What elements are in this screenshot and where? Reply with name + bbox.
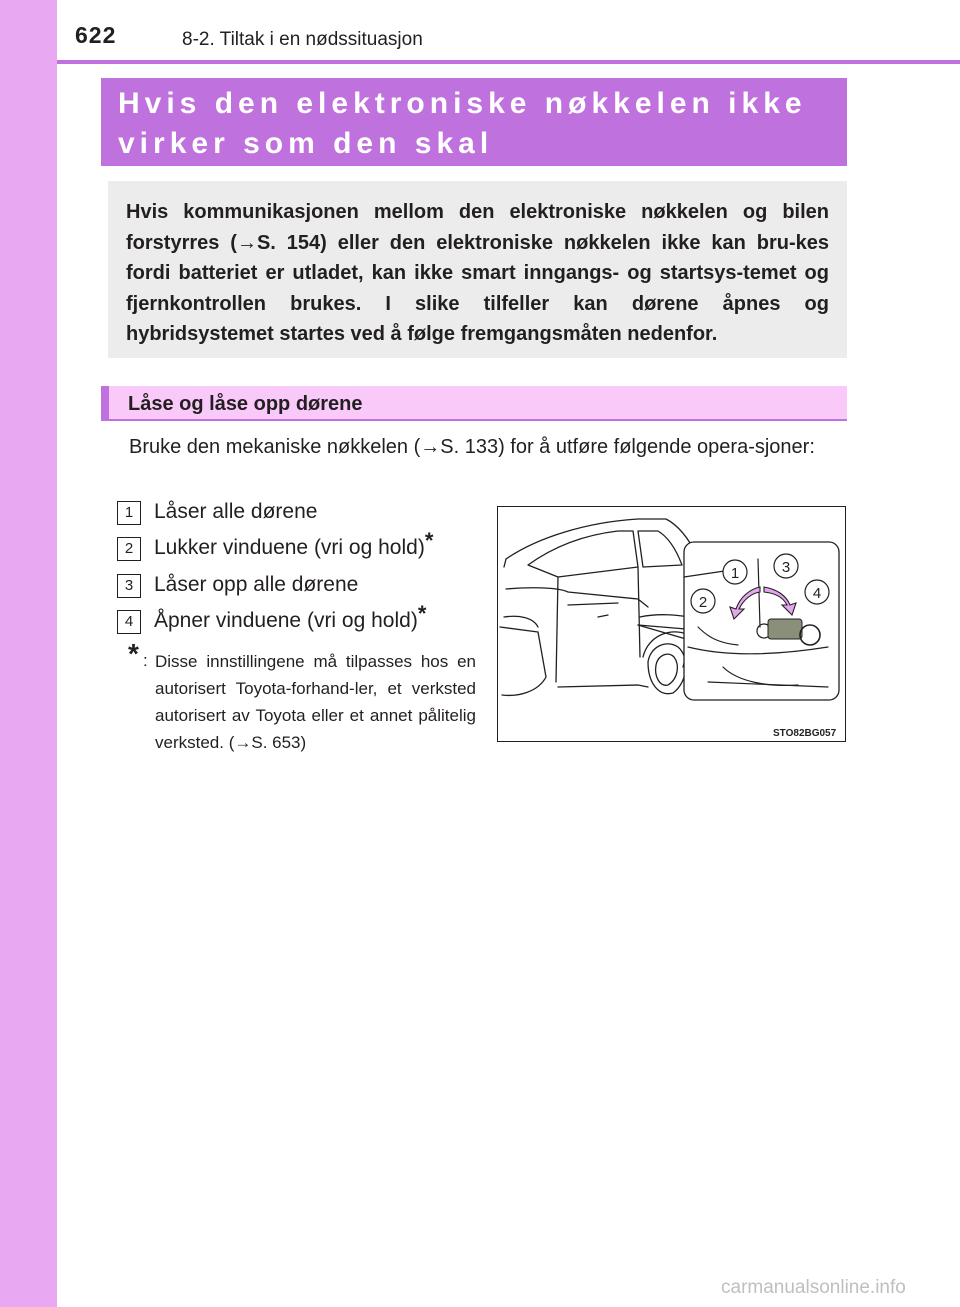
page-number: 622 <box>75 22 117 48</box>
watermark[interactable]: carmanualsonline.info <box>721 1277 906 1298</box>
step-number: 1 <box>117 501 141 525</box>
section-label: 8-2. Tiltak i en nødssituasjon <box>182 29 423 50</box>
sub-heading-bar <box>101 386 109 421</box>
callout-4-label: 4 <box>812 585 822 602</box>
footnote-asterisk: * <box>424 528 434 553</box>
step-label: Låser opp alle dørene <box>154 573 359 596</box>
step-label: Lukker vinduene (vri og hold) <box>154 536 425 559</box>
sub-heading-text: Låse og låse opp dørene <box>128 393 363 415</box>
step-text <box>154 528 434 560</box>
step-text <box>154 573 358 597</box>
step-text <box>154 500 317 524</box>
step-number: 2 <box>117 537 141 561</box>
page-title-line-2: virker som den skal <box>118 127 494 160</box>
intro-text: Hvis kommunikasjonen mellom den elektroniske nøkkelen og bilen forstyrres (→S. 154) eller den elektroniske nøkkelen ikke kan bru-kes fordi batteriet er utladet, kan ikke smart inngangs- og startsys-temet og fjernkontrollen brukes. I slike tilfeller kan dørene åpnes og hybridsystemet startes ved å følge fremgangsmåten nedenfor. <box>126 201 829 345</box>
sub-heading <box>101 386 847 421</box>
body-text: Bruke den mekaniske nøkkelen (→S. 133) for å utføre følgende opera-sjoner: <box>129 436 815 458</box>
page-title-line-1: Hvis den elektroniske nøkkelen ikke <box>118 87 807 120</box>
step-label: Åpner vinduene (vri og hold) <box>154 609 418 632</box>
note-asterisk: * <box>128 638 139 669</box>
car-door-key-illustration <box>497 506 846 742</box>
intro-box <box>108 181 847 358</box>
header-rule <box>57 60 960 64</box>
note-text: Disse innstillingene må tilpasses hos en autorisert Toyota-forhand-ler, et verksted autorisert av Toyota eller et annet pålitelig verksted. (→S. 653) <box>155 652 476 752</box>
step-number: 3 <box>117 574 141 598</box>
key-fob <box>768 619 802 639</box>
step-number: 4 <box>117 610 141 634</box>
note-colon: : <box>143 651 148 670</box>
side-band <box>0 0 57 1307</box>
footnote-asterisk: * <box>417 601 427 626</box>
callout-3-label: 3 <box>781 559 791 576</box>
car-illustration <box>498 507 846 742</box>
step-text <box>154 601 427 633</box>
inset-detail-box <box>684 542 839 700</box>
callout-1-label: 1 <box>730 565 740 582</box>
page-title <box>101 78 847 166</box>
step-label: Låser alle dørene <box>154 500 318 523</box>
callout-2-label: 2 <box>698 594 708 611</box>
figure-caption: STO82BG057 <box>773 728 837 739</box>
